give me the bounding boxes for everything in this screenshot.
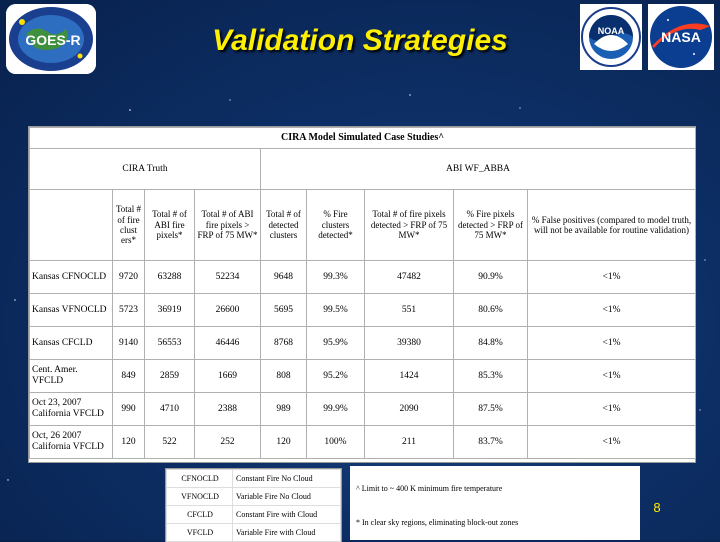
table-cell: 1424 xyxy=(365,360,454,393)
table-row xyxy=(30,294,696,327)
table-cell: 26600 xyxy=(195,294,261,327)
table-cell: 252 xyxy=(195,426,261,459)
table-cell: <1% xyxy=(528,327,696,360)
legend-desc: Variable Fire with Cloud xyxy=(233,524,341,542)
table-cell: 52234 xyxy=(195,261,261,294)
case-studies-table-panel xyxy=(28,126,696,463)
legend-item xyxy=(167,470,341,488)
table-cell: 47482 xyxy=(365,261,454,294)
slide-header xyxy=(0,0,720,85)
page-number: 8 xyxy=(653,500,661,515)
table-caption: CIRA Model Simulated Case Studies^ xyxy=(30,128,696,149)
table-cell: 4710 xyxy=(145,393,195,426)
table-cell: 5723 xyxy=(113,294,145,327)
group-header-cira-truth: CIRA Truth xyxy=(30,149,261,190)
table-cell: <1% xyxy=(528,426,696,459)
legend-abbr: VFNOCLD xyxy=(167,488,233,506)
legend-desc: Variable Fire No Cloud xyxy=(233,488,341,506)
table-cell: 36919 xyxy=(145,294,195,327)
table-cell: 211 xyxy=(365,426,454,459)
legend-desc: Constant Fire No Cloud xyxy=(233,470,341,488)
table-cell: <1% xyxy=(528,261,696,294)
table-cell: 56553 xyxy=(145,327,195,360)
table-cell: 90.9% xyxy=(454,261,528,294)
table-cell: 95.9% xyxy=(307,327,365,360)
table-cell: 5695 xyxy=(261,294,307,327)
column-header: % Fire pixels detected > FRP of 75 MW* xyxy=(454,190,528,261)
footnote-limit: ^ Limit to ~ 400 K minimum fire temperature xyxy=(356,484,503,493)
table-cell: <1% xyxy=(528,294,696,327)
page-title: Validation Strategies xyxy=(212,24,508,57)
legend-abbr: CFCLD xyxy=(167,506,233,524)
group-header-abi: ABI WF_ABBA xyxy=(261,149,696,190)
legend-desc: Constant Fire with Cloud xyxy=(233,506,341,524)
row-name: Kansas VFNOCLD xyxy=(30,294,113,327)
row-name: Cent. Amer. VFCLD xyxy=(30,360,113,393)
table-cell: 551 xyxy=(365,294,454,327)
legend-item xyxy=(167,488,341,506)
table-cell: 63288 xyxy=(145,261,195,294)
row-name: Kansas CFNOCLD xyxy=(30,261,113,294)
table-cell: 99.3% xyxy=(307,261,365,294)
table-cell: 8768 xyxy=(261,327,307,360)
table-cell: 83.7% xyxy=(454,426,528,459)
svg-text:NOAA: NOAA xyxy=(597,26,625,36)
row-name: Oct 23, 2007 California VFCLD xyxy=(30,393,113,426)
table-cell: 849 xyxy=(113,360,145,393)
legend-abbr: VFCLD xyxy=(167,524,233,542)
table-cell: 87.5% xyxy=(454,393,528,426)
table-cell: 9648 xyxy=(261,261,307,294)
footnotes-panel xyxy=(350,466,640,540)
table-cell: 522 xyxy=(145,426,195,459)
table-cell: 990 xyxy=(113,393,145,426)
table-row xyxy=(30,360,696,393)
table-cell: 2859 xyxy=(145,360,195,393)
table-cell: 2388 xyxy=(195,393,261,426)
table-cell: 1669 xyxy=(195,360,261,393)
table-row xyxy=(30,261,696,294)
noaa-logo xyxy=(580,4,642,70)
footnote-clear-sky: * In clear sky regions, eliminating block-out zones xyxy=(356,518,519,527)
legend-abbr: CFNOCLD xyxy=(167,470,233,488)
table-cell: <1% xyxy=(528,393,696,426)
table-cell: 120 xyxy=(113,426,145,459)
column-header: Total # of ABI fire pixels* xyxy=(145,190,195,261)
nasa-logo xyxy=(648,4,714,70)
case-studies-table xyxy=(29,127,696,459)
legend-item xyxy=(167,506,341,524)
table-cell: 99.9% xyxy=(307,393,365,426)
column-header: Total # of fire clust ers* xyxy=(113,190,145,261)
table-cell: 95.2% xyxy=(307,360,365,393)
table-cell: 2090 xyxy=(365,393,454,426)
column-header: Total # of fire pixels detected > FRP of 75 MW* xyxy=(365,190,454,261)
table-row xyxy=(30,393,696,426)
table-cell: 9720 xyxy=(113,261,145,294)
table-cell: 46446 xyxy=(195,327,261,360)
goes-r-logo xyxy=(6,4,96,74)
column-header: % Fire clusters detected* xyxy=(307,190,365,261)
table-cell: 84.8% xyxy=(454,327,528,360)
abbreviation-legend xyxy=(165,468,342,542)
table-cell: 9140 xyxy=(113,327,145,360)
table-row xyxy=(30,426,696,459)
column-header: Total # of ABI fire pixels > FRP of 75 MW* xyxy=(195,190,261,261)
table-cell: 99.5% xyxy=(307,294,365,327)
table-cell: 989 xyxy=(261,393,307,426)
legend-item xyxy=(167,524,341,542)
table-cell: 808 xyxy=(261,360,307,393)
row-name: Oct, 26 2007 California VFCLD xyxy=(30,426,113,459)
table-cell: 100% xyxy=(307,426,365,459)
table-cell: 120 xyxy=(261,426,307,459)
table-cell: 85.3% xyxy=(454,360,528,393)
column-header: Total # of detected clusters xyxy=(261,190,307,261)
row-name: Kansas CFCLD xyxy=(30,327,113,360)
table-row xyxy=(30,327,696,360)
table-cell: <1% xyxy=(528,360,696,393)
table-cell: 39380 xyxy=(365,327,454,360)
column-header-blank xyxy=(30,190,113,261)
svg-text:NASA: NASA xyxy=(661,29,701,45)
column-header: % False positives (compared to model truth, will not be available for routine validation) xyxy=(528,190,696,261)
table-cell: 80.6% xyxy=(454,294,528,327)
svg-text:GOES-R: GOES-R xyxy=(25,32,81,48)
